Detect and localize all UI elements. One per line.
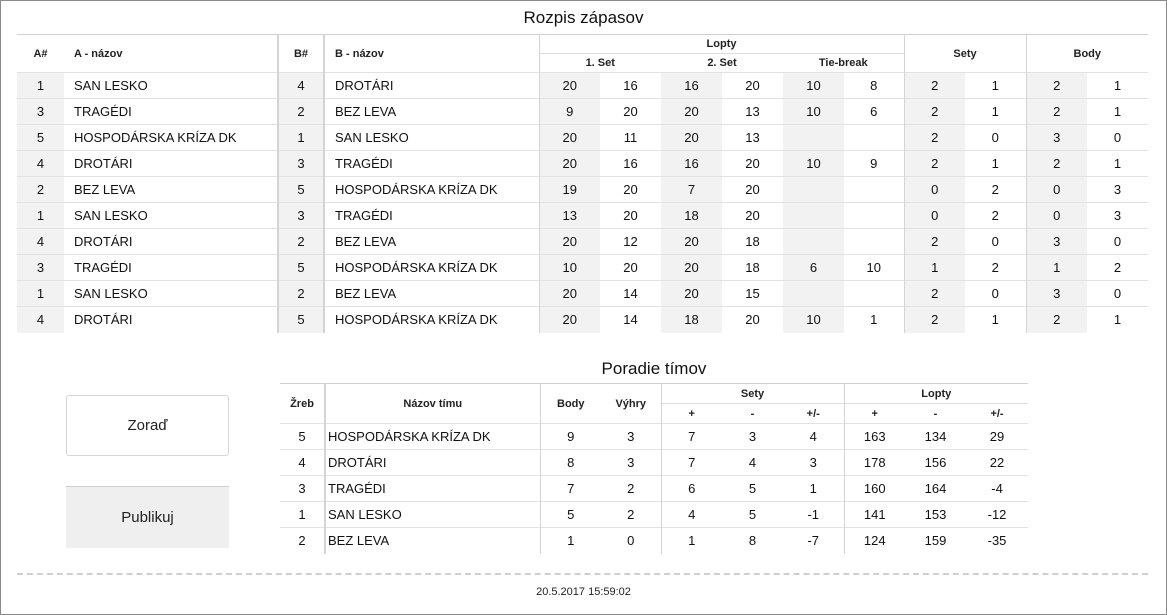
team-a-name: BEZ LEVA xyxy=(64,177,278,203)
col-team: Názov tímu xyxy=(325,384,540,424)
ranking-row xyxy=(280,528,1028,554)
team-b-number: 1 xyxy=(278,125,324,151)
set1-a: 20 xyxy=(539,229,600,255)
team-b-name: BEZ LEVA xyxy=(324,281,539,307)
sets-a: 0 xyxy=(904,203,965,229)
set1-a: 20 xyxy=(539,281,600,307)
points-a: 0 xyxy=(1026,203,1087,229)
sets-a: 2 xyxy=(904,99,965,125)
points-b: 3 xyxy=(1087,203,1148,229)
set1-a: 10 xyxy=(539,255,600,281)
tiebreak-b: 10 xyxy=(844,255,904,281)
set2-a: 20 xyxy=(661,281,722,307)
team-a-number: 1 xyxy=(17,203,64,229)
set2-b: 20 xyxy=(722,73,783,99)
points-a: 2 xyxy=(1026,73,1087,99)
col-tiebreak: Tie-break xyxy=(783,54,904,73)
set1-a: 20 xyxy=(539,151,600,177)
tiebreak-b: 6 xyxy=(844,99,904,125)
set2-b: 15 xyxy=(722,281,783,307)
tiebreak-b: 8 xyxy=(844,73,904,99)
set1-b: 12 xyxy=(600,229,661,255)
points-a: 3 xyxy=(1026,125,1087,151)
tiebreak-b xyxy=(844,177,904,203)
team-b-number: 5 xyxy=(278,177,324,203)
set1-a: 13 xyxy=(539,203,600,229)
team-points: 1 xyxy=(540,528,601,554)
team-a-number: 4 xyxy=(17,307,64,333)
team-a-number: 2 xyxy=(17,177,64,203)
team-a-number: 3 xyxy=(17,255,64,281)
balls-lost: 153 xyxy=(905,502,966,528)
team-b-name: DROTÁRI xyxy=(324,73,539,99)
set2-a: 16 xyxy=(661,73,722,99)
balls-won: 141 xyxy=(844,502,905,528)
col-sets-group: Sety xyxy=(904,35,1026,73)
team-b-name: BEZ LEVA xyxy=(324,99,539,125)
team-b-name: HOSPODÁRSKA KRÍZA DK xyxy=(324,307,539,333)
col-rank-points: Body xyxy=(540,384,601,424)
set1-a: 20 xyxy=(539,73,600,99)
col-balls-diff: +/- xyxy=(966,404,1028,424)
points-a: 3 xyxy=(1026,281,1087,307)
tiebreak-b xyxy=(844,281,904,307)
team-b-name: TRAGÉDI xyxy=(324,203,539,229)
tiebreak-a: 10 xyxy=(783,73,844,99)
sets-lost: 8 xyxy=(722,528,783,554)
col-set2: 2. Set xyxy=(661,54,783,73)
points-a: 1 xyxy=(1026,255,1087,281)
ranking-row xyxy=(280,450,1028,476)
team-a-name: HOSPODÁRSKA KRÍZA DK xyxy=(64,125,278,151)
team-a-number: 4 xyxy=(17,151,64,177)
team-b-name: BEZ LEVA xyxy=(324,229,539,255)
set1-a: 20 xyxy=(539,307,600,333)
tiebreak-a: 10 xyxy=(783,307,844,333)
team-b-number: 3 xyxy=(278,151,324,177)
ranking-table xyxy=(280,383,1028,554)
team-a-name: TRAGÉDI xyxy=(64,255,278,281)
match-row xyxy=(17,255,1148,281)
draw-number: 1 xyxy=(280,502,325,528)
set2-b: 20 xyxy=(722,307,783,333)
sets-diff: 1 xyxy=(783,476,844,502)
balls-diff: -12 xyxy=(966,502,1028,528)
team-b-number: 4 xyxy=(278,73,324,99)
set2-a: 20 xyxy=(661,125,722,151)
team-points: 9 xyxy=(540,424,601,450)
team-a-number: 5 xyxy=(17,125,64,151)
tiebreak-a xyxy=(783,177,844,203)
team-a-name: SAN LESKO xyxy=(64,73,278,99)
set2-a: 20 xyxy=(661,229,722,255)
set2-a: 18 xyxy=(661,203,722,229)
schedule-table xyxy=(17,34,1148,333)
set1-b: 16 xyxy=(600,73,661,99)
team-a-name: DROTÁRI xyxy=(64,229,278,255)
match-row xyxy=(17,177,1148,203)
sets-lost: 5 xyxy=(722,502,783,528)
balls-won: 160 xyxy=(844,476,905,502)
sets-b: 0 xyxy=(965,281,1026,307)
set1-a: 19 xyxy=(539,177,600,203)
team-wins: 3 xyxy=(601,450,661,476)
sets-won: 6 xyxy=(661,476,722,502)
balls-diff: -35 xyxy=(966,528,1028,554)
points-b: 0 xyxy=(1087,229,1148,255)
sets-a: 2 xyxy=(904,229,965,255)
ranking-row xyxy=(280,502,1028,528)
sets-won: 1 xyxy=(661,528,722,554)
col-balls-group: Lopty xyxy=(539,35,904,54)
balls-diff: 22 xyxy=(966,450,1028,476)
balls-won: 178 xyxy=(844,450,905,476)
set1-b: 20 xyxy=(600,99,661,125)
team-points: 8 xyxy=(540,450,601,476)
team-wins: 0 xyxy=(601,528,661,554)
set1-b: 14 xyxy=(600,307,661,333)
col-balls-plus: + xyxy=(844,404,905,424)
team-a-number: 1 xyxy=(17,73,64,99)
sets-b: 2 xyxy=(965,203,1026,229)
match-row xyxy=(17,151,1148,177)
team-name: SAN LESKO xyxy=(325,502,540,528)
match-row xyxy=(17,73,1148,99)
points-b: 1 xyxy=(1087,307,1148,333)
balls-won: 124 xyxy=(844,528,905,554)
team-a-name: TRAGÉDI xyxy=(64,99,278,125)
schedule-header xyxy=(17,35,1148,73)
sets-b: 1 xyxy=(965,73,1026,99)
points-b: 1 xyxy=(1087,151,1148,177)
col-sets-plus: + xyxy=(661,404,722,424)
team-name: HOSPODÁRSKA KRÍZA DK xyxy=(325,424,540,450)
ranking-header xyxy=(280,384,1028,424)
tiebreak-a xyxy=(783,125,844,151)
col-a-name: A - názov xyxy=(64,35,278,73)
team-b-name: TRAGÉDI xyxy=(324,151,539,177)
set2-b: 18 xyxy=(722,255,783,281)
col-a-num: A# xyxy=(17,35,64,73)
team-a-name: DROTÁRI xyxy=(64,151,278,177)
sets-won: 4 xyxy=(661,502,722,528)
tiebreak-b: 9 xyxy=(844,151,904,177)
tiebreak-b xyxy=(844,125,904,151)
set2-b: 13 xyxy=(722,125,783,151)
tiebreak-a xyxy=(783,203,844,229)
tiebreak-a xyxy=(783,229,844,255)
set2-a: 18 xyxy=(661,307,722,333)
sets-a: 2 xyxy=(904,307,965,333)
balls-lost: 159 xyxy=(905,528,966,554)
set2-b: 18 xyxy=(722,229,783,255)
schedule-title: Rozpis zápasov xyxy=(523,8,644,27)
col-wins: Výhry xyxy=(601,384,661,424)
team-b-number: 5 xyxy=(278,255,324,281)
sets-b: 2 xyxy=(965,177,1026,203)
set1-b: 16 xyxy=(600,151,661,177)
team-b-number: 2 xyxy=(278,229,324,255)
col-draw: Žreb xyxy=(280,384,325,424)
publish-button[interactable]: Publikuj xyxy=(66,486,229,548)
set2-b: 20 xyxy=(722,151,783,177)
team-b-name: HOSPODÁRSKA KRÍZA DK xyxy=(324,255,539,281)
set2-a: 20 xyxy=(661,99,722,125)
points-b: 1 xyxy=(1087,99,1148,125)
points-a: 2 xyxy=(1026,307,1087,333)
footer-divider xyxy=(17,573,1148,575)
col-b-num: B# xyxy=(278,35,324,73)
sets-b: 1 xyxy=(965,99,1026,125)
sets-a: 2 xyxy=(904,281,965,307)
col-b-name: B - názov xyxy=(324,35,539,73)
sets-b: 0 xyxy=(965,125,1026,151)
tiebreak-a: 6 xyxy=(783,255,844,281)
points-a: 2 xyxy=(1026,151,1087,177)
col-sets-minus: - xyxy=(722,404,783,424)
sort-button[interactable]: Zoraď xyxy=(66,395,229,456)
set1-b: 20 xyxy=(600,255,661,281)
draw-number: 2 xyxy=(280,528,325,554)
col-balls-minus: - xyxy=(905,404,966,424)
team-a-number: 3 xyxy=(17,99,64,125)
tiebreak-a xyxy=(783,281,844,307)
match-row xyxy=(17,99,1148,125)
match-row xyxy=(17,229,1148,255)
team-b-number: 2 xyxy=(278,99,324,125)
ranking-title: Poradie tímov xyxy=(601,359,707,378)
balls-lost: 156 xyxy=(905,450,966,476)
timestamp: 20.5.2017 15:59:02 xyxy=(536,586,631,598)
sets-b: 1 xyxy=(965,307,1026,333)
sets-a: 2 xyxy=(904,73,965,99)
set2-a: 7 xyxy=(661,177,722,203)
sets-won: 7 xyxy=(661,450,722,476)
set2-b: 13 xyxy=(722,99,783,125)
team-a-number: 1 xyxy=(17,281,64,307)
tiebreak-b: 1 xyxy=(844,307,904,333)
match-row xyxy=(17,125,1148,151)
set1-a: 9 xyxy=(539,99,600,125)
sets-a: 2 xyxy=(904,151,965,177)
set2-a: 20 xyxy=(661,255,722,281)
sets-a: 0 xyxy=(904,177,965,203)
sets-a: 2 xyxy=(904,125,965,151)
sets-b: 0 xyxy=(965,229,1026,255)
team-b-name: HOSPODÁRSKA KRÍZA DK xyxy=(324,177,539,203)
sets-diff: 4 xyxy=(783,424,844,450)
team-name: DROTÁRI xyxy=(325,450,540,476)
col-set1: 1. Set xyxy=(539,54,661,73)
match-row xyxy=(17,203,1148,229)
team-b-number: 5 xyxy=(278,307,324,333)
set2-b: 20 xyxy=(722,203,783,229)
ranking-row xyxy=(280,476,1028,502)
points-a: 3 xyxy=(1026,229,1087,255)
balls-lost: 164 xyxy=(905,476,966,502)
set1-b: 20 xyxy=(600,203,661,229)
draw-number: 5 xyxy=(280,424,325,450)
draw-number: 4 xyxy=(280,450,325,476)
tiebreak-a: 10 xyxy=(783,99,844,125)
sets-lost: 5 xyxy=(722,476,783,502)
tiebreak-b xyxy=(844,229,904,255)
set1-b: 14 xyxy=(600,281,661,307)
balls-won: 163 xyxy=(844,424,905,450)
team-points: 7 xyxy=(540,476,601,502)
set1-b: 20 xyxy=(600,177,661,203)
team-b-name: SAN LESKO xyxy=(324,125,539,151)
sets-diff: 3 xyxy=(783,450,844,476)
points-a: 2 xyxy=(1026,99,1087,125)
balls-lost: 134 xyxy=(905,424,966,450)
sets-lost: 3 xyxy=(722,424,783,450)
points-b: 2 xyxy=(1087,255,1148,281)
points-b: 1 xyxy=(1087,73,1148,99)
team-b-number: 2 xyxy=(278,281,324,307)
set1-b: 11 xyxy=(600,125,661,151)
points-b: 0 xyxy=(1087,125,1148,151)
ranking-row xyxy=(280,424,1028,450)
team-a-name: SAN LESKO xyxy=(64,203,278,229)
set2-b: 20 xyxy=(722,177,783,203)
match-row xyxy=(17,281,1148,307)
team-a-number: 4 xyxy=(17,229,64,255)
team-a-name: DROTÁRI xyxy=(64,307,278,333)
points-b: 3 xyxy=(1087,177,1148,203)
sets-diff: -7 xyxy=(783,528,844,554)
sets-b: 1 xyxy=(965,151,1026,177)
team-name: TRAGÉDI xyxy=(325,476,540,502)
set1-a: 20 xyxy=(539,125,600,151)
team-a-name: SAN LESKO xyxy=(64,281,278,307)
tiebreak-b xyxy=(844,203,904,229)
team-wins: 3 xyxy=(601,424,661,450)
tiebreak-a: 10 xyxy=(783,151,844,177)
sets-a: 1 xyxy=(904,255,965,281)
sets-lost: 4 xyxy=(722,450,783,476)
sets-diff: -1 xyxy=(783,502,844,528)
team-wins: 2 xyxy=(601,476,661,502)
balls-diff: -4 xyxy=(966,476,1028,502)
points-b: 0 xyxy=(1087,281,1148,307)
team-wins: 2 xyxy=(601,502,661,528)
team-points: 5 xyxy=(540,502,601,528)
sets-b: 2 xyxy=(965,255,1026,281)
team-b-number: 3 xyxy=(278,203,324,229)
col-rank-sets: Sety xyxy=(661,384,844,404)
set2-a: 16 xyxy=(661,151,722,177)
col-sets-diff: +/- xyxy=(783,404,844,424)
match-row xyxy=(17,307,1148,333)
balls-diff: 29 xyxy=(966,424,1028,450)
points-a: 0 xyxy=(1026,177,1087,203)
draw-number: 3 xyxy=(280,476,325,502)
sets-won: 7 xyxy=(661,424,722,450)
col-points-group: Body xyxy=(1026,35,1148,73)
col-rank-balls: Lopty xyxy=(844,384,1028,404)
team-name: BEZ LEVA xyxy=(325,528,540,554)
